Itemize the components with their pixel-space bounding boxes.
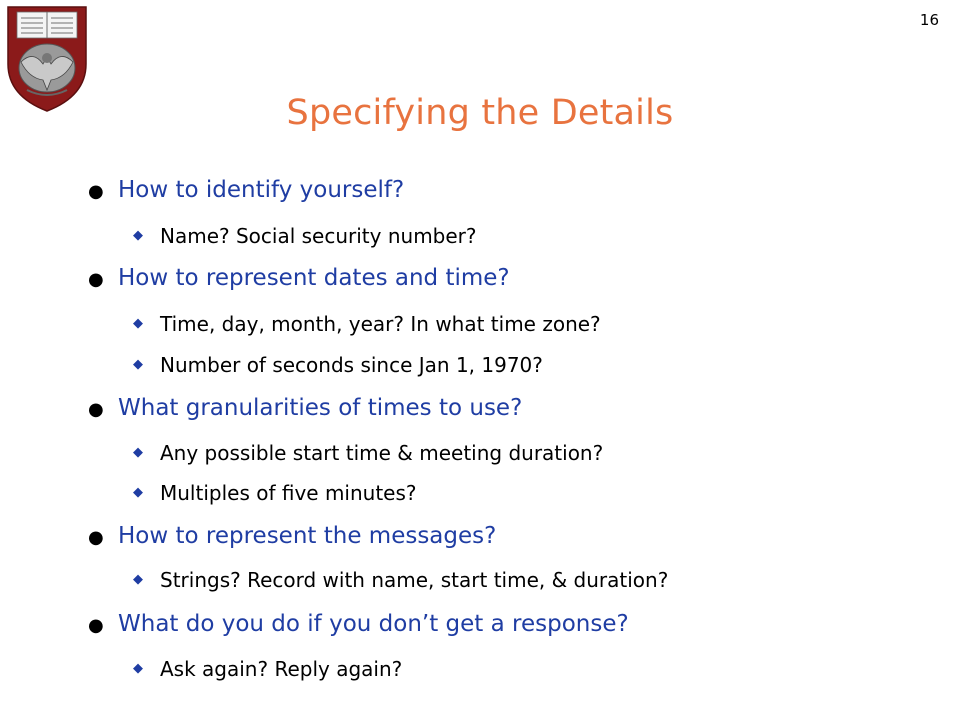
- sub-bullet-text: Time, day, month, year? In what time zone?: [160, 312, 601, 336]
- sub-bullet-text: Number of seconds since Jan 1, 1970?: [160, 353, 543, 377]
- sub-bullet-text: Ask again? Reply again?: [160, 657, 403, 681]
- bullet-text: How to represent dates and time?: [118, 265, 510, 291]
- sub-bullet-text: Strings? Record with name, start time, & duration?: [160, 568, 669, 592]
- diamond-bullet-icon: ◆: [133, 572, 143, 587]
- bullet-text: How to represent the messages?: [118, 523, 497, 549]
- sub-bullet-text: Name? Social security number?: [160, 224, 477, 248]
- slide-number: 16: [919, 11, 939, 29]
- sub-bullet-text: Multiples of five minutes?: [160, 481, 417, 505]
- round-bullet-icon: ●: [88, 615, 104, 636]
- bullet-text: What do you do if you don’t get a response?: [118, 611, 629, 637]
- sub-bullet-text: Any possible start time & meeting duration?: [160, 441, 604, 465]
- slide-title: Specifying the Details: [286, 93, 674, 133]
- round-bullet-icon: ●: [88, 181, 104, 202]
- diamond-bullet-icon: ◆: [133, 316, 143, 331]
- diamond-bullet-icon: ◆: [133, 357, 143, 372]
- diamond-bullet-icon: ◆: [133, 445, 143, 460]
- round-bullet-icon: ●: [88, 527, 104, 548]
- round-bullet-icon: ●: [88, 399, 104, 420]
- diamond-bullet-icon: ◆: [133, 661, 143, 676]
- diamond-bullet-icon: ◆: [133, 228, 143, 243]
- bullet-text: How to identify yourself?: [118, 177, 405, 203]
- round-bullet-icon: ●: [88, 269, 104, 290]
- bullet-text: What granularities of times to use?: [118, 395, 523, 421]
- diamond-bullet-icon: ◆: [133, 485, 143, 500]
